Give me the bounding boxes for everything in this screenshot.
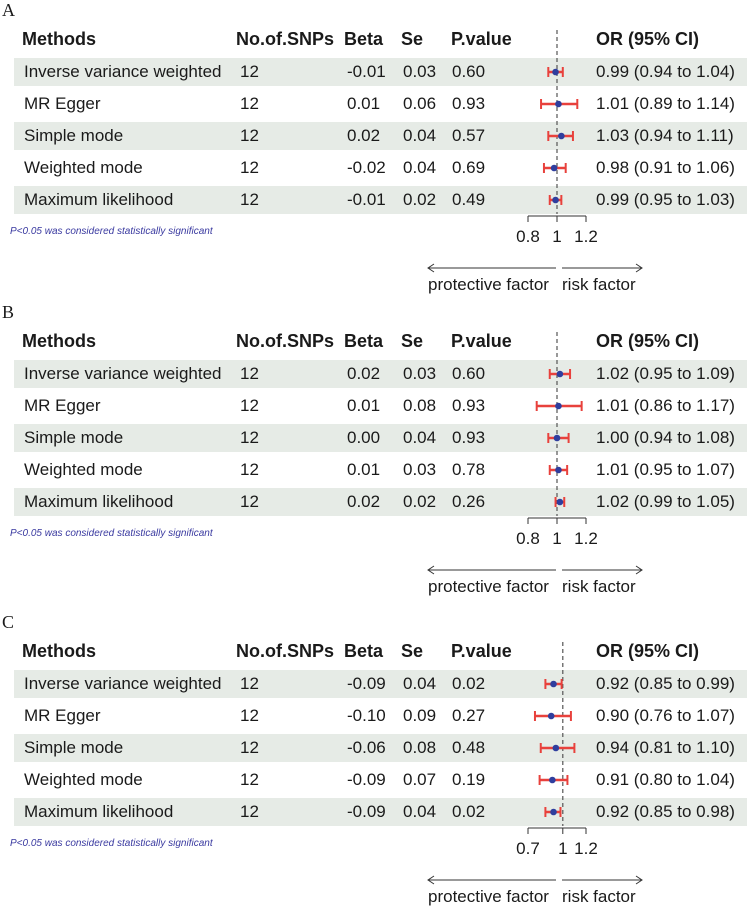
header-nsnps: No.of.SNPs	[236, 331, 335, 351]
pvalue-cell: 0.93	[452, 94, 486, 113]
method-cell: Weighted mode	[24, 158, 143, 177]
or-point	[551, 165, 558, 172]
x-tick-label: 1	[552, 227, 562, 246]
protective-label: protective factor	[428, 275, 549, 294]
risk-label: risk factor	[562, 577, 636, 596]
nsnps-cell: 12	[240, 364, 259, 383]
forest-plot	[0, 612, 749, 912]
nsnps-cell: 12	[240, 738, 259, 757]
significance-note: P<0.05 was considered statistically significant	[10, 838, 213, 849]
or-cell: 0.92 (0.85 to 0.98)	[596, 802, 735, 821]
beta-cell: 0.01	[347, 396, 381, 415]
pvalue-cell: 0.60	[452, 62, 486, 81]
pvalue-cell: 0.02	[452, 674, 486, 693]
header-pvalue: P.value	[451, 29, 512, 49]
method-cell: Weighted mode	[24, 770, 143, 789]
or-point	[548, 713, 555, 720]
beta-cell: 0.02	[347, 126, 381, 145]
method-cell: Inverse variance weighted	[24, 62, 222, 81]
or-cell: 1.01 (0.95 to 1.07)	[596, 460, 735, 479]
pvalue-cell: 0.19	[452, 770, 486, 789]
pvalue-cell: 0.57	[452, 126, 486, 145]
nsnps-cell: 12	[240, 158, 259, 177]
se-cell: 0.04	[403, 158, 437, 177]
beta-cell: 0.01	[347, 460, 381, 479]
significance-note: P<0.05 was considered statistically significant	[10, 528, 213, 539]
nsnps-cell: 12	[240, 126, 259, 145]
se-cell: 0.04	[403, 802, 437, 821]
or-point	[550, 809, 557, 816]
beta-cell: 0.01	[347, 94, 381, 113]
method-cell: Weighted mode	[24, 460, 143, 479]
nsnps-cell: 12	[240, 460, 259, 479]
or-cell: 1.01 (0.86 to 1.17)	[596, 396, 735, 415]
header-nsnps: No.of.SNPs	[236, 29, 335, 49]
x-tick-label: 0.8	[516, 227, 540, 246]
method-cell: MR Egger	[24, 396, 101, 415]
or-point	[552, 69, 559, 76]
or-cell: 0.98 (0.91 to 1.06)	[596, 158, 735, 177]
header-beta: Beta	[344, 331, 384, 351]
or-point	[555, 467, 562, 474]
pvalue-cell: 0.60	[452, 364, 486, 383]
header-pvalue: P.value	[451, 331, 512, 351]
pvalue-cell: 0.69	[452, 158, 486, 177]
pvalue-cell: 0.93	[452, 396, 486, 415]
nsnps-cell: 12	[240, 190, 259, 209]
beta-cell: 0.02	[347, 364, 381, 383]
or-cell: 1.02 (0.99 to 1.05)	[596, 492, 735, 511]
se-cell: 0.06	[403, 94, 437, 113]
pvalue-cell: 0.49	[452, 190, 486, 209]
panel-letter: A	[2, 0, 15, 20]
panel-letter: C	[2, 612, 15, 632]
or-point	[555, 101, 562, 108]
or-cell: 0.99 (0.94 to 1.04)	[596, 62, 735, 81]
or-point	[552, 197, 559, 204]
or-cell: 0.90 (0.76 to 1.07)	[596, 706, 735, 725]
or-point	[549, 777, 556, 784]
or-cell: 1.00 (0.94 to 1.08)	[596, 428, 735, 447]
nsnps-cell: 12	[240, 492, 259, 511]
beta-cell: 0.02	[347, 492, 381, 511]
nsnps-cell: 12	[240, 706, 259, 725]
x-tick-label: 1.2	[574, 529, 598, 548]
nsnps-cell: 12	[240, 428, 259, 447]
header-pvalue: P.value	[451, 641, 512, 661]
se-cell: 0.03	[403, 460, 437, 479]
nsnps-cell: 12	[240, 94, 259, 113]
beta-cell: -0.10	[347, 706, 386, 725]
beta-cell: -0.09	[347, 770, 386, 789]
pvalue-cell: 0.26	[452, 492, 486, 511]
beta-cell: -0.09	[347, 802, 386, 821]
protective-label: protective factor	[428, 887, 549, 906]
pvalue-cell: 0.48	[452, 738, 486, 757]
or-cell: 0.92 (0.85 to 0.99)	[596, 674, 735, 693]
method-cell: Maximum likelihood	[24, 492, 174, 511]
forest-plot	[0, 302, 749, 602]
protective-label: protective factor	[428, 577, 549, 596]
method-cell: Simple mode	[24, 738, 124, 757]
or-cell: 0.99 (0.95 to 1.03)	[596, 190, 735, 209]
header-or: OR (95% CI)	[596, 641, 700, 661]
se-cell: 0.04	[403, 428, 437, 447]
header-beta: Beta	[344, 641, 384, 661]
or-point	[557, 499, 564, 506]
x-tick-label: 0.7	[516, 839, 540, 858]
se-cell: 0.03	[403, 62, 437, 81]
x-tick-label: 1	[552, 529, 562, 548]
panel-letter: B	[2, 302, 15, 322]
header-methods: Methods	[22, 331, 96, 351]
nsnps-cell: 12	[240, 62, 259, 81]
risk-label: risk factor	[562, 275, 636, 294]
or-point	[554, 435, 561, 442]
or-cell: 0.91 (0.80 to 1.04)	[596, 770, 735, 789]
beta-cell: 0.00	[347, 428, 381, 447]
x-tick-label: 1.2	[574, 227, 598, 246]
beta-cell: -0.01	[347, 190, 386, 209]
or-cell: 1.02 (0.95 to 1.09)	[596, 364, 735, 383]
nsnps-cell: 12	[240, 396, 259, 415]
risk-label: risk factor	[562, 887, 636, 906]
se-cell: 0.08	[403, 738, 437, 757]
method-cell: Maximum likelihood	[24, 190, 174, 209]
x-tick-label: 0.8	[516, 529, 540, 548]
beta-cell: -0.02	[347, 158, 386, 177]
header-methods: Methods	[22, 29, 96, 49]
pvalue-cell: 0.93	[452, 428, 486, 447]
or-point	[553, 745, 560, 752]
header-se: Se	[401, 29, 424, 49]
or-cell: 1.01 (0.89 to 1.14)	[596, 94, 735, 113]
method-cell: Maximum likelihood	[24, 802, 174, 821]
or-point	[555, 403, 562, 410]
se-cell: 0.02	[403, 492, 437, 511]
or-point	[557, 371, 564, 378]
se-cell: 0.04	[403, 126, 437, 145]
or-cell: 1.03 (0.94 to 1.11)	[596, 126, 734, 145]
beta-cell: -0.01	[347, 62, 386, 81]
header-beta: Beta	[344, 29, 384, 49]
se-cell: 0.09	[403, 706, 437, 725]
x-tick-label: 1	[558, 839, 568, 858]
panel-c	[0, 612, 749, 912]
method-cell: Inverse variance weighted	[24, 364, 222, 383]
method-cell: Inverse variance weighted	[24, 674, 222, 693]
panel-a	[0, 0, 749, 300]
se-cell: 0.07	[403, 770, 437, 789]
method-cell: MR Egger	[24, 94, 101, 113]
or-point	[558, 133, 565, 140]
panel-b	[0, 302, 749, 602]
se-cell: 0.02	[403, 190, 437, 209]
header-se: Se	[401, 641, 424, 661]
nsnps-cell: 12	[240, 770, 259, 789]
method-cell: Simple mode	[24, 126, 124, 145]
se-cell: 0.08	[403, 396, 437, 415]
or-cell: 0.94 (0.81 to 1.10)	[596, 738, 735, 757]
nsnps-cell: 12	[240, 802, 259, 821]
header-or: OR (95% CI)	[596, 331, 700, 351]
se-cell: 0.04	[403, 674, 437, 693]
header-or: OR (95% CI)	[596, 29, 700, 49]
pvalue-cell: 0.02	[452, 802, 486, 821]
beta-cell: -0.09	[347, 674, 386, 693]
or-point	[550, 681, 557, 688]
pvalue-cell: 0.27	[452, 706, 486, 725]
forest-plot	[0, 0, 749, 300]
header-methods: Methods	[22, 641, 96, 661]
beta-cell: -0.06	[347, 738, 386, 757]
x-tick-label: 1.2	[574, 839, 598, 858]
method-cell: MR Egger	[24, 706, 101, 725]
header-nsnps: No.of.SNPs	[236, 641, 335, 661]
se-cell: 0.03	[403, 364, 437, 383]
header-se: Se	[401, 331, 424, 351]
nsnps-cell: 12	[240, 674, 259, 693]
pvalue-cell: 0.78	[452, 460, 486, 479]
significance-note: P<0.05 was considered statistically significant	[10, 226, 213, 237]
method-cell: Simple mode	[24, 428, 124, 447]
